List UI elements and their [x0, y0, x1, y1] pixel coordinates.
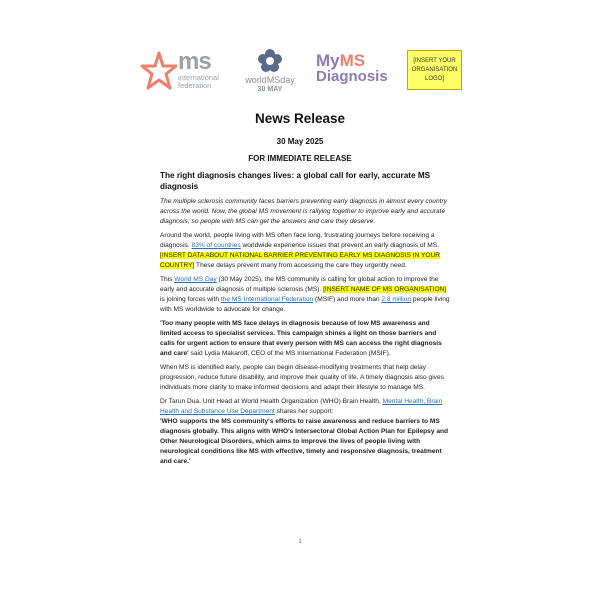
paragraph-2: This World MS Day (30 May 2025), the MS community is calling for global action to improve the early and accurate diagnosis of multiple sclerosis (MS). [INSERT NAME OF MS ORGANISATION] is joining forces with the MS International Federation (MSIF) and more than 2.8 million people living with MS worldwide to advocate for change. — [160, 276, 450, 313]
star-icon — [140, 50, 178, 94]
paragraph-4: Dr Tarun Dua, Unit Head at World Health Organization (WHO) Brain Health, Mental Health, Brain Health and Substance Use Department shares her support: 'WHO supports the MS community's efforts to raise awareness and reduce barriers to MS diagnosis globally. This aligns with WHO's Intersectoral Global Action Plan for Epilepsy and Other Neurological Disorders, which aims to improve the lives of people living with neurological conditions like MS with effective, timely and responsive diagnosis, treatment and care.' — [160, 398, 449, 465]
my-ms-logo-my: My — [316, 51, 340, 70]
logo-row — [140, 44, 470, 100]
my-ms-logo-diagnosis: Diagnosis — [316, 68, 388, 85]
document-title: News Release — [254, 111, 346, 126]
world-ms-day-logo — [235, 48, 305, 96]
world-ms-day-date: 30 MAY — [257, 86, 283, 93]
msif-logo — [140, 50, 220, 94]
highlight-national-data: [INSERT DATA ABOUT NATIONAL BARRIER PREVENTING EARLY MS DIAGNOSIS IN YOUR COUNTRY] — [160, 252, 441, 269]
paragraph-3: When MS is identified early, people can begin disease-modifying treatments that help delay progression, reduce future disability, and improve their quality of life. A timely diagnosis also gives individuals more clarity to make informed decisions and adapt their lifestyle to manage MS. — [160, 364, 444, 391]
headline: The right diagnosis changes lives: a global call for early, accurate MS diagnosis — [160, 171, 431, 191]
my-ms-diagnosis-logo — [316, 52, 391, 96]
msif-logo-line1: international — [178, 73, 219, 82]
highlight-org-name: [INSERT NAME OF MS ORGANISATION] — [323, 286, 447, 293]
flower-icon — [257, 48, 283, 74]
world-ms-day-text: worldMSday — [245, 75, 295, 85]
million-link[interactable]: 2.8 million — [381, 296, 412, 303]
msif-logo-ms: ms — [178, 48, 211, 75]
quote-paragraph-1: 'Too many people with MS face delays in diagnosis because of low MS awareness and limited access to specialist services. This campaign shines a light on those barriers and calls for urgent action to ensure that every person with MS can access the right diagnosis and care' said Lydia Makaroff, CEO of the MS International Federation (MSIF). — [160, 320, 442, 357]
document-body — [160, 170, 450, 471]
paragraph-1: Around the world, people living with MS often face long, frustrating journeys before receiving a diagnosis. 83% of countries worldwide experience issues that prevent an early diagnosis of MS. [INSERT DATA ABOUT NATIONAL BARRIER PREVENTING EARLY MS DIAGNOSIS IN YOUR COUNTRY] These delays prevent many from accessing the care they urgently need. — [160, 232, 441, 269]
who-department-link[interactable]: Mental Health, Brain Health and Substance Use Department — [160, 398, 443, 415]
organisation-logo-placeholder: [INSERT YOUR ORGANISATION LOGO] — [407, 50, 462, 90]
release-date: 30 May 2025 — [276, 137, 324, 146]
my-ms-logo-ms: MS — [339, 51, 366, 70]
release-note: FOR IMMEDIATE RELEASE — [248, 154, 352, 163]
world-ms-day-link[interactable]: World MS Day — [174, 276, 217, 283]
intro-paragraph: The multiple sclerosis community faces barriers preventing early diagnosis in almost every country across the world. Now, the global MS movement is rallying together to improve early and accurate diagnosis, so people with MS can get the answers and care they deserve. — [160, 198, 447, 225]
quote-makaroff: 'Too many people with MS face delays in diagnosis because of low MS awareness and limited access to specialist services. This campaign shines a light on those barriers and calls for urgent action to ensure that every person with MS can access the right diagnosis and care' — [160, 320, 442, 357]
quote-who: 'WHO supports the MS community's efforts to raise awareness and reduce barriers to MS diagnosis globally. This aligns with WHO's Intersectoral Global Action Plan for Epilepsy and Other Neurological Disorders, which aims to improve the lives of people living with neurological conditions like MS with effective, timely and responsive diagnosis, treatment and care.' — [160, 418, 449, 465]
countries-link[interactable]: 83% of countries — [191, 242, 241, 249]
msif-link[interactable]: the MS International Federation — [220, 296, 314, 303]
page-number: 1 — [298, 538, 302, 545]
msif-logo-line2: federation — [178, 81, 212, 90]
